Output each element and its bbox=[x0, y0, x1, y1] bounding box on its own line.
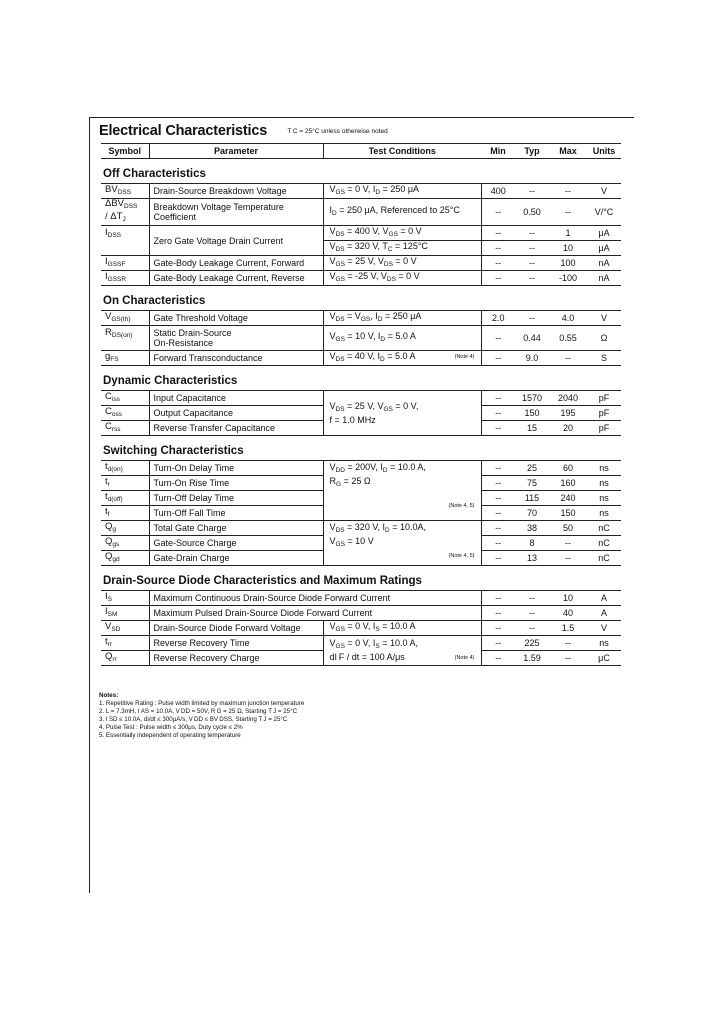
symbol-cell: $I_{GSSR}$ bbox=[101, 271, 149, 286]
max-cell: 10 bbox=[549, 241, 587, 256]
unit-cell: pF bbox=[587, 391, 621, 406]
page-frame-top bbox=[89, 117, 634, 118]
typ-cell: -- bbox=[515, 311, 549, 326]
max-cell: 50 bbox=[549, 521, 587, 536]
symbol-cell: $BV_{DSS}$ bbox=[101, 184, 149, 199]
max-cell: 60 bbox=[549, 461, 587, 476]
max-cell: -- bbox=[549, 636, 587, 651]
condition-cell: $V_{DS} = 400$ V, $V_{GS} = 0$ V bbox=[323, 226, 481, 241]
unit-cell: nC bbox=[587, 521, 621, 536]
parameter-cell: Turn-Off Fall Time bbox=[149, 506, 323, 521]
typ-cell: -- bbox=[515, 606, 549, 621]
parameter-cell: Reverse Transfer Capacitance bbox=[149, 421, 323, 436]
typ-cell: -- bbox=[515, 256, 549, 271]
parameter-cell: Reverse Recovery Time bbox=[149, 636, 323, 651]
min-cell: -- bbox=[481, 326, 515, 351]
condition-cell: $I_D = 250$ μA, Referenced to 25°C bbox=[323, 199, 481, 226]
parameter-cell: Static Drain-Source On-Resistance bbox=[149, 326, 323, 351]
condition-cell: $V_{DS} = 320$ V, $T_C = 125^\circ C$ bbox=[323, 241, 481, 256]
parameter-cell: Gate-Body Leakage Current, Reverse bbox=[149, 271, 323, 286]
section-dynamic: Dynamic Characteristics bbox=[103, 375, 238, 386]
typ-cell: 225 bbox=[515, 636, 549, 651]
unit-cell: ns bbox=[587, 636, 621, 651]
min-cell: -- bbox=[481, 651, 515, 666]
symbol-cell: $C_{rss}$ bbox=[101, 421, 149, 436]
max-cell: -- bbox=[549, 536, 587, 551]
min-cell: 400 bbox=[481, 184, 515, 199]
parameter-cell: Gate Threshold Voltage bbox=[149, 311, 323, 326]
table-row bbox=[101, 391, 621, 406]
min-cell: -- bbox=[481, 199, 515, 226]
condition-cell: $V_{GS} = 0$ V, $I_S = 10.0$ A bbox=[323, 621, 481, 636]
symbol-cell: $\Delta BV_{DSS}$ / $\Delta T_J$ bbox=[101, 199, 149, 226]
symbol-cell: $C_{iss}$ bbox=[101, 391, 149, 406]
unit-cell: V bbox=[587, 621, 621, 636]
min-cell: -- bbox=[481, 241, 515, 256]
unit-cell: ns bbox=[587, 461, 621, 476]
max-cell: 4.0 bbox=[549, 311, 587, 326]
parameter-cell: Total Gate Charge bbox=[149, 521, 323, 536]
max-cell: 0.55 bbox=[549, 326, 587, 351]
min-cell: -- bbox=[481, 421, 515, 436]
typ-cell: 70 bbox=[515, 506, 549, 521]
parameter-cell: Reverse Recovery Charge bbox=[149, 651, 323, 666]
symbol-cell: $I_{SM}$ bbox=[101, 606, 149, 621]
symbol-cell: $Q_{rr}$ bbox=[101, 651, 149, 666]
max-cell: 195 bbox=[549, 406, 587, 421]
symbol-cell: $R_{DS(on)}$ bbox=[101, 326, 149, 351]
typ-cell: -- bbox=[515, 226, 549, 241]
symbol-cell: $t_r$ bbox=[101, 476, 149, 491]
unit-cell: nC bbox=[587, 536, 621, 551]
max-cell: 10 bbox=[549, 591, 587, 606]
header-units: Units bbox=[587, 144, 621, 159]
header-conditions: Test Conditions bbox=[323, 144, 481, 159]
table-row bbox=[101, 461, 621, 476]
unit-cell: A bbox=[587, 591, 621, 606]
symbol-cell: $I_S$ bbox=[101, 591, 149, 606]
title-note: T C = 25°C unless otherwise noted bbox=[287, 128, 388, 135]
parameter-cell: Maximum Pulsed Drain-Source Diode Forward Current bbox=[149, 606, 481, 621]
note-1: 1. Repetitive Rating : Pulse width limited by maximum junction temperature bbox=[99, 700, 305, 708]
typ-cell: 1.59 bbox=[515, 651, 549, 666]
max-cell: 1 bbox=[549, 226, 587, 241]
min-cell: -- bbox=[481, 636, 515, 651]
parameter-cell: Gate-Body Leakage Current, Forward bbox=[149, 256, 323, 271]
max-cell: 150 bbox=[549, 506, 587, 521]
max-cell: -- bbox=[549, 651, 587, 666]
parameter-cell: Turn-On Rise Time bbox=[149, 476, 323, 491]
page-frame-left bbox=[89, 117, 90, 893]
parameter-cell: Maximum Continuous Drain-Source Diode Forward Current bbox=[149, 591, 481, 606]
header-max: Max bbox=[549, 144, 587, 159]
parameter-cell: Gate-Drain Charge bbox=[149, 551, 323, 566]
table-row bbox=[101, 621, 621, 636]
unit-cell: ns bbox=[587, 491, 621, 506]
min-cell: -- bbox=[481, 551, 515, 566]
note-3: 3. I SD ≤ 10.0A, di/dt ≤ 300μA/s, V DD ≤ BV DSS, Starting T J = 25°C bbox=[99, 716, 288, 724]
symbol-cell: $t_{d(off)}$ bbox=[101, 491, 149, 506]
condition-cell: $V_{DS} = V_{GS}$, $I_D = 250$ μA bbox=[323, 311, 481, 326]
symbol-cell: $Q_{gd}$ bbox=[101, 551, 149, 566]
parameter-cell: Breakdown Voltage Temperature Coefficient bbox=[149, 199, 323, 226]
min-cell: -- bbox=[481, 536, 515, 551]
symbol-cell: $t_{d(on)}$ bbox=[101, 461, 149, 476]
condition-cell: $V_{DS} = 40$ V, $I_D = 5.0$ A (Note 4) bbox=[323, 351, 481, 366]
parameter-cell: Input Capacitance bbox=[149, 391, 323, 406]
unit-cell: ns bbox=[587, 506, 621, 521]
condition-cell: $V_{GS} = -25$ V, $V_{DS} = 0$ V bbox=[323, 271, 481, 286]
min-cell: -- bbox=[481, 226, 515, 241]
unit-cell: nA bbox=[587, 256, 621, 271]
table-header-row bbox=[101, 144, 621, 159]
parameter-cell: Turn-Off Delay Time bbox=[149, 491, 323, 506]
parameter-cell: Output Capacitance bbox=[149, 406, 323, 421]
max-cell: 2040 bbox=[549, 391, 587, 406]
typ-cell: 8 bbox=[515, 536, 549, 551]
note-5: 5. Essentially independent of operating temperature bbox=[99, 732, 241, 740]
table-row bbox=[101, 636, 621, 651]
max-cell: 100 bbox=[549, 256, 587, 271]
min-cell: -- bbox=[481, 606, 515, 621]
typ-cell: 75 bbox=[515, 476, 549, 491]
min-cell: -- bbox=[481, 391, 515, 406]
condition-cell: $V_{DS} = 25$ V, $V_{GS} = 0$ V, f = 1.0 MHz bbox=[323, 391, 481, 436]
min-cell: -- bbox=[481, 506, 515, 521]
min-cell: -- bbox=[481, 256, 515, 271]
typ-cell: 115 bbox=[515, 491, 549, 506]
unit-cell: pF bbox=[587, 421, 621, 436]
condition-cell: $V_{DD} = 200V$, $I_D = 10.0$ A, $R_G = 25$ Ω (Note 4, 5) bbox=[323, 461, 481, 521]
min-cell: -- bbox=[481, 271, 515, 286]
unit-cell: μA bbox=[587, 226, 621, 241]
header-symbol: Symbol bbox=[101, 144, 149, 159]
unit-cell: nC bbox=[587, 551, 621, 566]
typ-cell: 1570 bbox=[515, 391, 549, 406]
max-cell: 20 bbox=[549, 421, 587, 436]
section-switching: Switching Characteristics bbox=[103, 445, 244, 456]
typ-cell: 9.0 bbox=[515, 351, 549, 366]
unit-cell: μC bbox=[587, 651, 621, 666]
symbol-cell: $V_{GS(th)}$ bbox=[101, 311, 149, 326]
typ-cell: 13 bbox=[515, 551, 549, 566]
section-on: On Characteristics bbox=[103, 295, 206, 306]
condition-cell: $V_{GS} = 25$ V, $V_{DS} = 0$ V bbox=[323, 256, 481, 271]
symbol-cell: $C_{oss}$ bbox=[101, 406, 149, 421]
table-row bbox=[101, 184, 621, 199]
parameter-cell: Gate-Source Charge bbox=[149, 536, 323, 551]
table-row bbox=[101, 351, 621, 366]
condition-cell: $V_{GS} = 10$ V, $I_D = 5.0$ A bbox=[323, 326, 481, 351]
max-cell: 1.5 bbox=[549, 621, 587, 636]
max-cell: -100 bbox=[549, 271, 587, 286]
min-cell: -- bbox=[481, 491, 515, 506]
symbol-cell: $V_{SD}$ bbox=[101, 621, 149, 636]
max-cell: -- bbox=[549, 199, 587, 226]
unit-cell: μA bbox=[587, 241, 621, 256]
min-cell: -- bbox=[481, 406, 515, 421]
min-cell: -- bbox=[481, 476, 515, 491]
typ-cell: 0.44 bbox=[515, 326, 549, 351]
symbol-cell: $t_{rr}$ bbox=[101, 636, 149, 651]
symbol-cell: $Q_{gs}$ bbox=[101, 536, 149, 551]
typ-cell: -- bbox=[515, 271, 549, 286]
note-4: 4. Pulse Test : Pulse width ≤ 300μs, Duty cycle ≤ 2% bbox=[99, 724, 243, 732]
table-row bbox=[101, 226, 621, 241]
typ-cell: -- bbox=[515, 241, 549, 256]
min-cell: -- bbox=[481, 591, 515, 606]
parameter-cell: Turn-On Delay Time bbox=[149, 461, 323, 476]
parameter-cell: Drain-Source Diode Forward Voltage bbox=[149, 621, 323, 636]
max-cell: 40 bbox=[549, 606, 587, 621]
notes-block bbox=[99, 692, 304, 741]
header-parameter: Parameter bbox=[149, 144, 323, 159]
max-cell: -- bbox=[549, 184, 587, 199]
parameter-cell: Drain-Source Breakdown Voltage bbox=[149, 184, 323, 199]
typ-cell: -- bbox=[515, 621, 549, 636]
table-row bbox=[101, 326, 621, 351]
typ-cell: 150 bbox=[515, 406, 549, 421]
condition-cell: $V_{DS} = 320$ V, $I_D = 10.0A$, $V_{GS} = 10$ V (Note 4, 5) bbox=[323, 521, 481, 566]
min-cell: -- bbox=[481, 461, 515, 476]
header-typ: Typ bbox=[515, 144, 549, 159]
symbol-cell: $Q_g$ bbox=[101, 521, 149, 536]
typ-cell: -- bbox=[515, 591, 549, 606]
unit-cell: ns bbox=[587, 476, 621, 491]
typ-cell: -- bbox=[515, 184, 549, 199]
min-cell: 2.0 bbox=[481, 311, 515, 326]
unit-cell: nA bbox=[587, 271, 621, 286]
page-title: Electrical Characteristics bbox=[99, 123, 268, 139]
typ-cell: 15 bbox=[515, 421, 549, 436]
max-cell: 240 bbox=[549, 491, 587, 506]
unit-cell: Ω bbox=[587, 326, 621, 351]
parameter-cell: Zero Gate Voltage Drain Current bbox=[149, 226, 323, 256]
notes-heading: Notes: bbox=[99, 692, 119, 699]
symbol-cell: $t_f$ bbox=[101, 506, 149, 521]
header-min: Min bbox=[481, 144, 515, 159]
unit-cell: V bbox=[587, 184, 621, 199]
section-diode: Drain-Source Diode Characteristics and Maximum Ratings bbox=[103, 575, 422, 586]
section-off: Off Characteristics bbox=[103, 168, 206, 179]
unit-cell: A bbox=[587, 606, 621, 621]
unit-cell: pF bbox=[587, 406, 621, 421]
note-2: 2. L = 7.3mH, I AS = 10.0A, V DD = 50V, R G = 25 Ω, Starting T J = 25°C bbox=[99, 708, 298, 716]
max-cell: -- bbox=[549, 551, 587, 566]
condition-cell: $V_{GS} = 0$ V, $I_D = 250$ μA bbox=[323, 184, 481, 199]
table-row bbox=[101, 271, 621, 286]
min-cell: -- bbox=[481, 621, 515, 636]
min-cell: -- bbox=[481, 351, 515, 366]
typ-cell: 25 bbox=[515, 461, 549, 476]
header bbox=[99, 122, 629, 142]
table-row bbox=[101, 256, 621, 271]
unit-cell: V/°C bbox=[587, 199, 621, 226]
table-row bbox=[101, 311, 621, 326]
max-cell: 160 bbox=[549, 476, 587, 491]
typ-cell: 0.50 bbox=[515, 199, 549, 226]
unit-cell: V bbox=[587, 311, 621, 326]
unit-cell: S bbox=[587, 351, 621, 366]
typ-cell: 38 bbox=[515, 521, 549, 536]
symbol-cell: $I_{GSSF}$ bbox=[101, 256, 149, 271]
symbol-cell: $g_{FS}$ bbox=[101, 351, 149, 366]
table-row bbox=[101, 521, 621, 536]
parameter-cell: Forward Transconductance bbox=[149, 351, 323, 366]
table-row bbox=[101, 199, 621, 226]
min-cell: -- bbox=[481, 521, 515, 536]
electrical-characteristics-table bbox=[101, 143, 621, 666]
condition-cell: $V_{GS} = 0$ V, $I_S = 10.0$ A, dI F / dt = 100 A/μs (Note 4) bbox=[323, 636, 481, 666]
table-row bbox=[101, 591, 621, 606]
max-cell: -- bbox=[549, 351, 587, 366]
symbol-cell: $I_{DSS}$ bbox=[101, 226, 149, 256]
table-row bbox=[101, 606, 621, 621]
